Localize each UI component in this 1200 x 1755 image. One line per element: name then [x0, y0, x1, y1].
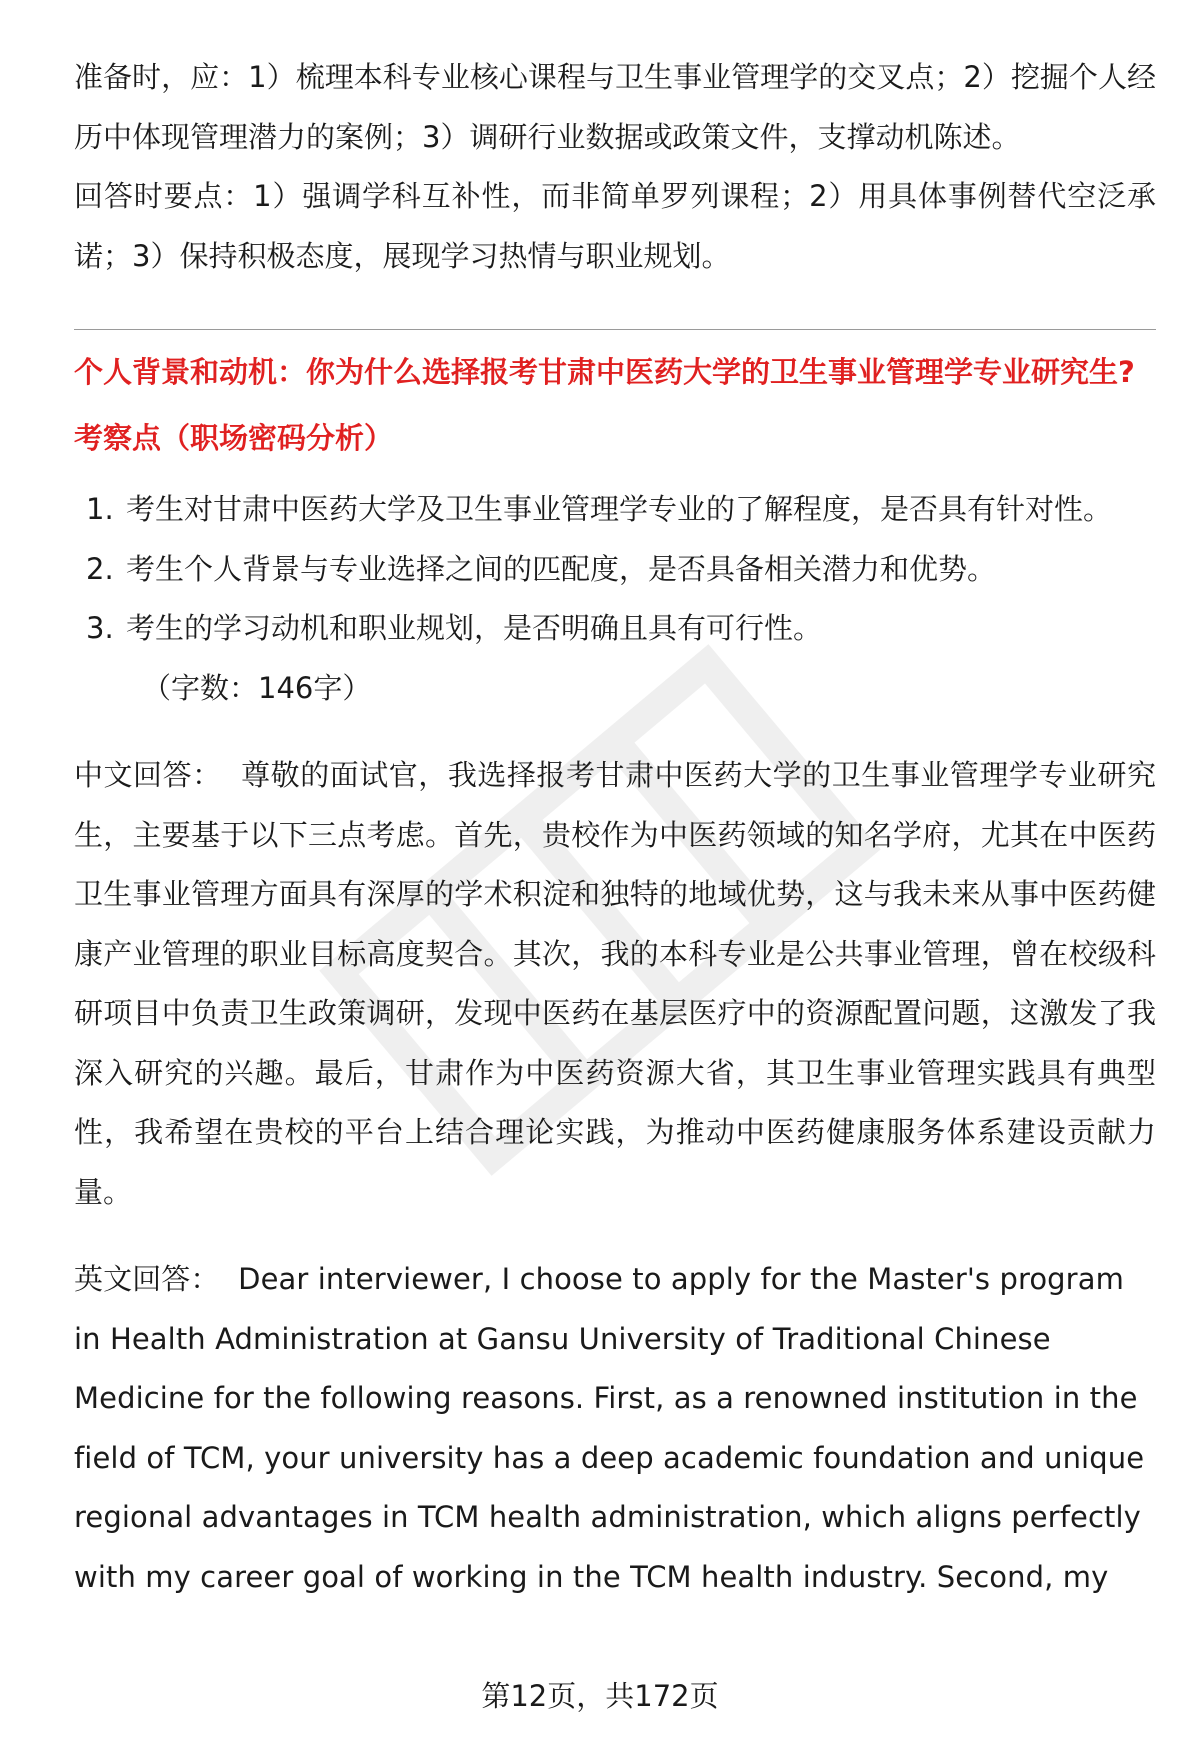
list-item: [74, 480, 1156, 540]
chinese-answer-label: 中文回答：: [74, 758, 222, 792]
analysis-heading: 考察点（职场密码分析）: [74, 421, 394, 455]
english-answer-label: 英文回答：: [74, 1262, 220, 1296]
list-item-number: 2.: [86, 551, 114, 586]
english-answer: [74, 1250, 1156, 1607]
document-page: [74, 48, 1156, 1607]
answer-points-paragraph: 回答时要点：1）强调学科互补性，而非简单罗列课程；2）用具体事例替代空泛承诺；3）保持积极态度，展现学习热情与职业规划。: [74, 179, 1156, 273]
list-item: [74, 599, 1156, 659]
list-item-text: 考生对甘肃中医药大学及卫生事业管理学专业的了解程度，是否具有针对性。: [126, 492, 1113, 526]
english-answer-text: Dear interviewer, I choose to apply for the Master's program in Health Administration at Gansu University of Traditional Chinese Medicine for the following reasons. First, as a renowned institution in the field of TCM, your university has a deep academic foundation and unique regional advantages in TCM health administration, which aligns perfectly with my career goal of working in the TCM health industry. Second, my: [74, 1262, 1145, 1594]
chinese-answer-text: 尊敬的面试官，我选择报考甘肃中医药大学的卫生事业管理学专业研究生，主要基于以下三点考虑。首先，贵校作为中医药领域的知名学府，尤其在中医药卫生事业管理方面具有深厚的学术积淀和独特的地域优势，这与我未来从事中医药健康产业管理的职业目标高度契合。其次，我的本科专业是公共事业管理，曾在校级科研项目中负责卫生政策调研，发现中医药在基层医疗中的资源配置问题，这激发了我深入研究的兴趣。最后，甘肃作为中医药资源大省，其卫生事业管理实践具有典型性，我希望在贵校的平台上结合理论实践，为推动中医药健康服务体系建设贡献力量。: [74, 758, 1156, 1209]
page-number-footer: 第12页，共172页: [481, 1679, 719, 1713]
chinese-answer: [74, 746, 1156, 1222]
list-item-number: 1.: [86, 492, 114, 526]
list-item-text: 考生个人背景与专业选择之间的匹配度，是否具备相关潜力和优势。: [126, 551, 997, 586]
section-divider: [74, 329, 1156, 330]
list-item: [74, 540, 1156, 600]
prepare-paragraph: 准备时，应：1）梳理本科专业核心课程与卫生事业管理学的交叉点；2）挖掘个人经历中体现管理潜力的案例；3）调研行业数据或政策文件，支撑动机陈述。: [74, 60, 1156, 154]
analysis-list: [74, 480, 1156, 659]
question-title: 个人背景和动机：你为什么选择报考甘肃中医药大学的卫生事业管理学专业研究生?: [74, 355, 1135, 389]
list-item-number: 3.: [86, 611, 114, 645]
word-count: （字数：146字）: [142, 670, 372, 705]
list-item-text: 考生的学习动机和职业规划，是否明确且具有可行性。: [126, 611, 823, 645]
english-answer-paragraph: [74, 1250, 1156, 1607]
chinese-answer-paragraph: [74, 746, 1156, 1222]
